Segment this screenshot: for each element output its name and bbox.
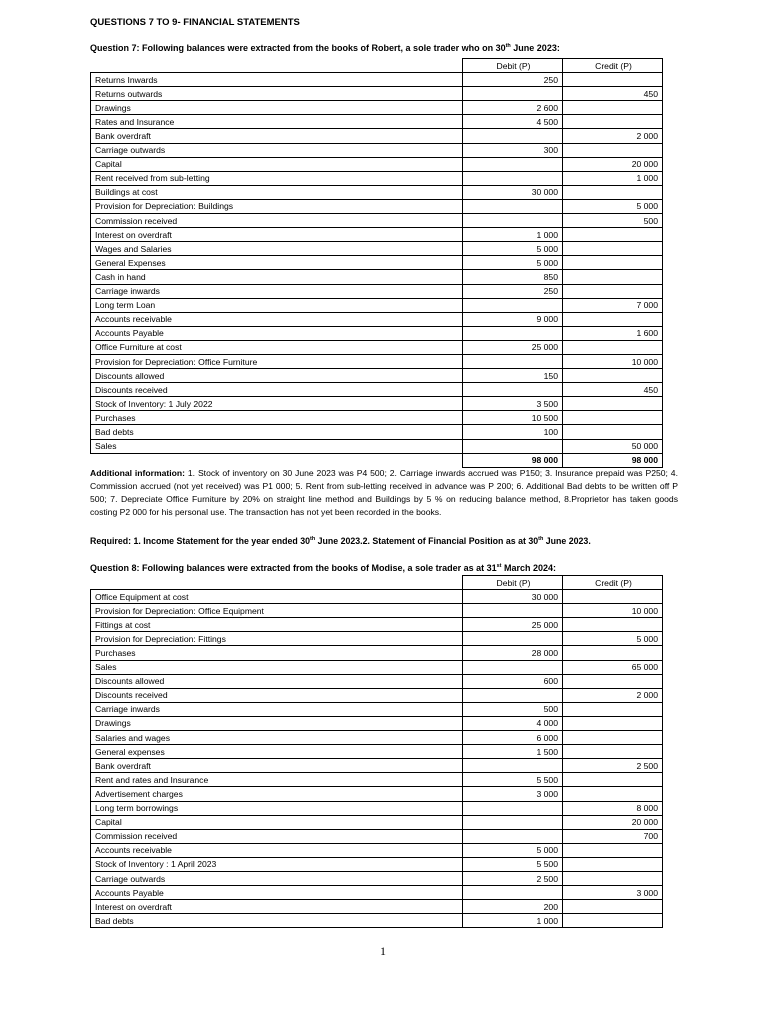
table-row: [91, 326, 663, 340]
debit-amount: 3 000: [463, 787, 563, 801]
table-row: [91, 256, 663, 270]
account-name: Accounts Payable: [91, 326, 463, 340]
credit-amount: 700: [563, 829, 663, 843]
debit-amount: 3 500: [463, 397, 563, 411]
table-row: [91, 871, 663, 885]
debit-amount: 150: [463, 369, 563, 383]
debit-amount: [463, 829, 563, 843]
table-row: [91, 702, 663, 716]
debit-amount: 5 500: [463, 857, 563, 871]
account-name: Commission received: [91, 829, 463, 843]
account-name: Bank overdraft: [91, 759, 463, 773]
account-name: Office Furniture at cost: [91, 340, 463, 354]
account-name: Buildings at cost: [91, 185, 463, 199]
debit-amount: [463, 815, 563, 829]
account-name: Sales: [91, 660, 463, 674]
table-row: [91, 411, 663, 425]
debit-amount: 200: [463, 900, 563, 914]
table-row: [91, 604, 663, 618]
account-name: Stock of Inventory : 1 April 2023: [91, 857, 463, 871]
credit-amount: 1 600: [563, 326, 663, 340]
debit-amount: [463, 298, 563, 312]
table-row: [91, 660, 663, 674]
credit-header: Credit (P): [563, 576, 663, 590]
table-row: [91, 115, 663, 129]
credit-amount: 450: [563, 87, 663, 101]
account-name: Returns Inwards: [91, 73, 463, 87]
account-name: Interest on overdraft: [91, 228, 463, 242]
credit-amount: [563, 411, 663, 425]
credit-amount: [563, 115, 663, 129]
credit-amount: [563, 731, 663, 745]
debit-amount: 2 500: [463, 871, 563, 885]
account-name: Capital: [91, 157, 463, 171]
debit-amount: 25 000: [463, 618, 563, 632]
question-8-title: Question 8: Following balances were extracted from the books of Modise, a sole trader as at 31st March 2024:: [90, 563, 557, 573]
table-row: [91, 369, 663, 383]
account-name: Cash in hand: [91, 270, 463, 284]
account-name: Stock of Inventory: 1 July 2022: [91, 397, 463, 411]
account-name: Advertisement charges: [91, 787, 463, 801]
page-heading: QUESTIONS 7 TO 9- FINANCIAL STATEMENTS: [90, 17, 300, 28]
table-row: [91, 716, 663, 730]
account-name: Accounts receivable: [91, 843, 463, 857]
credit-amount: 500: [563, 214, 663, 228]
table-row: [91, 171, 663, 185]
credit-amount: 65 000: [563, 660, 663, 674]
account-name: Provision for Depreciation: Office Furniture: [91, 354, 463, 368]
debit-amount: 300: [463, 143, 563, 157]
table-row: [91, 101, 663, 115]
table-row: [91, 731, 663, 745]
table-row: [91, 773, 663, 787]
table-row: [91, 815, 663, 829]
debit-amount: 28 000: [463, 646, 563, 660]
credit-amount: [563, 73, 663, 87]
credit-amount: [563, 857, 663, 871]
credit-amount: [563, 590, 663, 604]
table-row: [91, 801, 663, 815]
question-7-title: Question 7: Following balances were extracted from the books of Robert, a sole trader who on 30th June 2023:: [90, 43, 560, 53]
credit-amount: [563, 674, 663, 688]
table-row: [91, 787, 663, 801]
debit-amount: 6 000: [463, 731, 563, 745]
table-row: [91, 439, 663, 453]
debit-amount: 600: [463, 674, 563, 688]
totals-row: [91, 453, 663, 467]
credit-amount: [563, 397, 663, 411]
credit-amount: [563, 228, 663, 242]
table-row: [91, 425, 663, 439]
table-row: [91, 857, 663, 871]
debit-amount: 30 000: [463, 590, 563, 604]
debit-amount: [463, 214, 563, 228]
table-row: [91, 284, 663, 298]
total-debit: 98 000: [463, 453, 563, 467]
account-name: Purchases: [91, 646, 463, 660]
debit-amount: 850: [463, 270, 563, 284]
credit-amount: 20 000: [563, 157, 663, 171]
table-row: [91, 759, 663, 773]
table-row: [91, 900, 663, 914]
table-row: [91, 632, 663, 646]
account-name: Sales: [91, 439, 463, 453]
debit-amount: [463, 129, 563, 143]
debit-amount: 500: [463, 702, 563, 716]
table-header-row: [91, 576, 663, 590]
credit-amount: [563, 256, 663, 270]
credit-amount: 2 000: [563, 129, 663, 143]
table-row: [91, 886, 663, 900]
credit-amount: 450: [563, 383, 663, 397]
total-credit: 98 000: [563, 453, 663, 467]
debit-amount: 5 000: [463, 843, 563, 857]
account-name: Long term Loan: [91, 298, 463, 312]
credit-amount: 5 000: [563, 199, 663, 213]
account-name: Discounts received: [91, 688, 463, 702]
table-row: [91, 590, 663, 604]
credit-amount: [563, 185, 663, 199]
table-row: [91, 745, 663, 759]
table-row: [91, 129, 663, 143]
account-name: Carriage outwards: [91, 143, 463, 157]
account-name: Commission received: [91, 214, 463, 228]
account-name: Returns outwards: [91, 87, 463, 101]
debit-amount: 5 000: [463, 242, 563, 256]
table-row: [91, 73, 663, 87]
table-row: [91, 228, 663, 242]
table-row: [91, 270, 663, 284]
credit-amount: [563, 914, 663, 928]
debit-header: Debit (P): [463, 59, 563, 73]
table-row: [91, 646, 663, 660]
debit-amount: [463, 660, 563, 674]
credit-amount: [563, 340, 663, 354]
account-name: General expenses: [91, 745, 463, 759]
account-name: Discounts allowed: [91, 369, 463, 383]
debit-amount: [463, 171, 563, 185]
debit-amount: [463, 383, 563, 397]
account-name: Provision for Depreciation: Fittings: [91, 632, 463, 646]
credit-amount: [563, 143, 663, 157]
account-name: Salaries and wages: [91, 731, 463, 745]
debit-amount: 100: [463, 425, 563, 439]
account-name: Provision for Depreciation: Buildings: [91, 199, 463, 213]
debit-amount: [463, 886, 563, 900]
debit-amount: [463, 439, 563, 453]
account-name: Bank overdraft: [91, 129, 463, 143]
table-row: [91, 383, 663, 397]
account-name: Carriage inwards: [91, 284, 463, 298]
table-row: [91, 843, 663, 857]
debit-amount: [463, 801, 563, 815]
debit-amount: 9 000: [463, 312, 563, 326]
credit-amount: [563, 871, 663, 885]
account-name: Accounts receivable: [91, 312, 463, 326]
table-row: [91, 214, 663, 228]
debit-amount: 30 000: [463, 185, 563, 199]
credit-amount: [563, 425, 663, 439]
table-row: [91, 143, 663, 157]
account-name: Fittings at cost: [91, 618, 463, 632]
table-row: [91, 618, 663, 632]
debit-amount: 4 000: [463, 716, 563, 730]
debit-amount: [463, 87, 563, 101]
credit-amount: [563, 312, 663, 326]
account-name: Bad debts: [91, 425, 463, 439]
debit-amount: [463, 326, 563, 340]
credit-amount: 3 000: [563, 886, 663, 900]
credit-amount: 20 000: [563, 815, 663, 829]
table-row: [91, 354, 663, 368]
credit-header: Credit (P): [563, 59, 663, 73]
account-name: Discounts received: [91, 383, 463, 397]
credit-amount: [563, 787, 663, 801]
debit-amount: 1 500: [463, 745, 563, 759]
debit-amount: 5 500: [463, 773, 563, 787]
account-name: Bad debts: [91, 914, 463, 928]
credit-amount: [563, 716, 663, 730]
table-row: [91, 312, 663, 326]
account-name: Carriage inwards: [91, 702, 463, 716]
credit-amount: [563, 745, 663, 759]
account-name: Rent and rates and Insurance: [91, 773, 463, 787]
additional-information: Additional information: 1. Stock of inventory on 30 June 2023 was P4 500; 2. Carriage inwards accrued was P150; 3. Insurance prepaid was P250; 4. Commission accrued (not yet received) was P1 000; 5. Rent from sub-letting received in advance was P 200; 6. Additional Bad debts to be written off P 500; 7. Depreciate Office Furniture by 20% on straight line method and Buildings by 5 % on reducing balance method, 8.Proprietor has taken goods costing P2 000 for his personal use. The transaction has not yet been recorded in the books.: [90, 468, 678, 517]
table-row: [91, 688, 663, 702]
credit-amount: [563, 369, 663, 383]
credit-amount: 8 000: [563, 801, 663, 815]
credit-amount: [563, 773, 663, 787]
account-name: General Expenses: [91, 256, 463, 270]
credit-amount: 5 000: [563, 632, 663, 646]
credit-amount: 1 000: [563, 171, 663, 185]
debit-amount: [463, 759, 563, 773]
account-name: Drawings: [91, 101, 463, 115]
page-number: 1: [380, 944, 386, 958]
account-name: Interest on overdraft: [91, 900, 463, 914]
credit-amount: 50 000: [563, 439, 663, 453]
table-row: [91, 674, 663, 688]
table-row: [91, 185, 663, 199]
account-name: Rates and Insurance: [91, 115, 463, 129]
debit-amount: 10 500: [463, 411, 563, 425]
account-name: Capital: [91, 815, 463, 829]
debit-amount: [463, 632, 563, 646]
debit-header: Debit (P): [463, 576, 563, 590]
credit-amount: [563, 618, 663, 632]
debit-amount: 250: [463, 73, 563, 87]
account-name: Discounts allowed: [91, 674, 463, 688]
debit-amount: [463, 354, 563, 368]
debit-amount: 5 000: [463, 256, 563, 270]
debit-amount: 2 600: [463, 101, 563, 115]
credit-amount: 7 000: [563, 298, 663, 312]
credit-amount: [563, 900, 663, 914]
account-name: Rent received from sub-letting: [91, 171, 463, 185]
credit-amount: [563, 101, 663, 115]
table-row: [91, 242, 663, 256]
question-8-trial-balance: [90, 575, 663, 928]
credit-amount: 2 500: [563, 759, 663, 773]
debit-amount: 25 000: [463, 340, 563, 354]
debit-amount: 1 000: [463, 228, 563, 242]
credit-amount: [563, 270, 663, 284]
table-row: [91, 340, 663, 354]
table-row: [91, 199, 663, 213]
account-name: Wages and Salaries: [91, 242, 463, 256]
debit-amount: 1 000: [463, 914, 563, 928]
credit-amount: [563, 242, 663, 256]
account-name: Purchases: [91, 411, 463, 425]
table-row: [91, 298, 663, 312]
table-row: [91, 829, 663, 843]
account-name: Drawings: [91, 716, 463, 730]
credit-amount: [563, 646, 663, 660]
debit-amount: 4 500: [463, 115, 563, 129]
account-name: Long term borrowings: [91, 801, 463, 815]
credit-amount: 10 000: [563, 604, 663, 618]
account-name: Accounts Payable: [91, 886, 463, 900]
table-row: [91, 914, 663, 928]
account-name: Office Equipment at cost: [91, 590, 463, 604]
question-7-trial-balance: [90, 58, 663, 468]
table-row: [91, 397, 663, 411]
debit-amount: [463, 199, 563, 213]
credit-amount: 10 000: [563, 354, 663, 368]
table-row: [91, 87, 663, 101]
account-name: Carriage outwards: [91, 871, 463, 885]
credit-amount: [563, 284, 663, 298]
debit-amount: 250: [463, 284, 563, 298]
required-statement: Required: 1. Income Statement for the year ended 30th June 2023.2. Statement of Financial Position as at 30th June 2023.: [90, 536, 591, 546]
table-header-row: [91, 59, 663, 73]
debit-amount: [463, 157, 563, 171]
debit-amount: [463, 688, 563, 702]
credit-amount: [563, 843, 663, 857]
table-row: [91, 157, 663, 171]
credit-amount: 2 000: [563, 688, 663, 702]
account-name: Provision for Depreciation: Office Equipment: [91, 604, 463, 618]
credit-amount: [563, 702, 663, 716]
debit-amount: [463, 604, 563, 618]
